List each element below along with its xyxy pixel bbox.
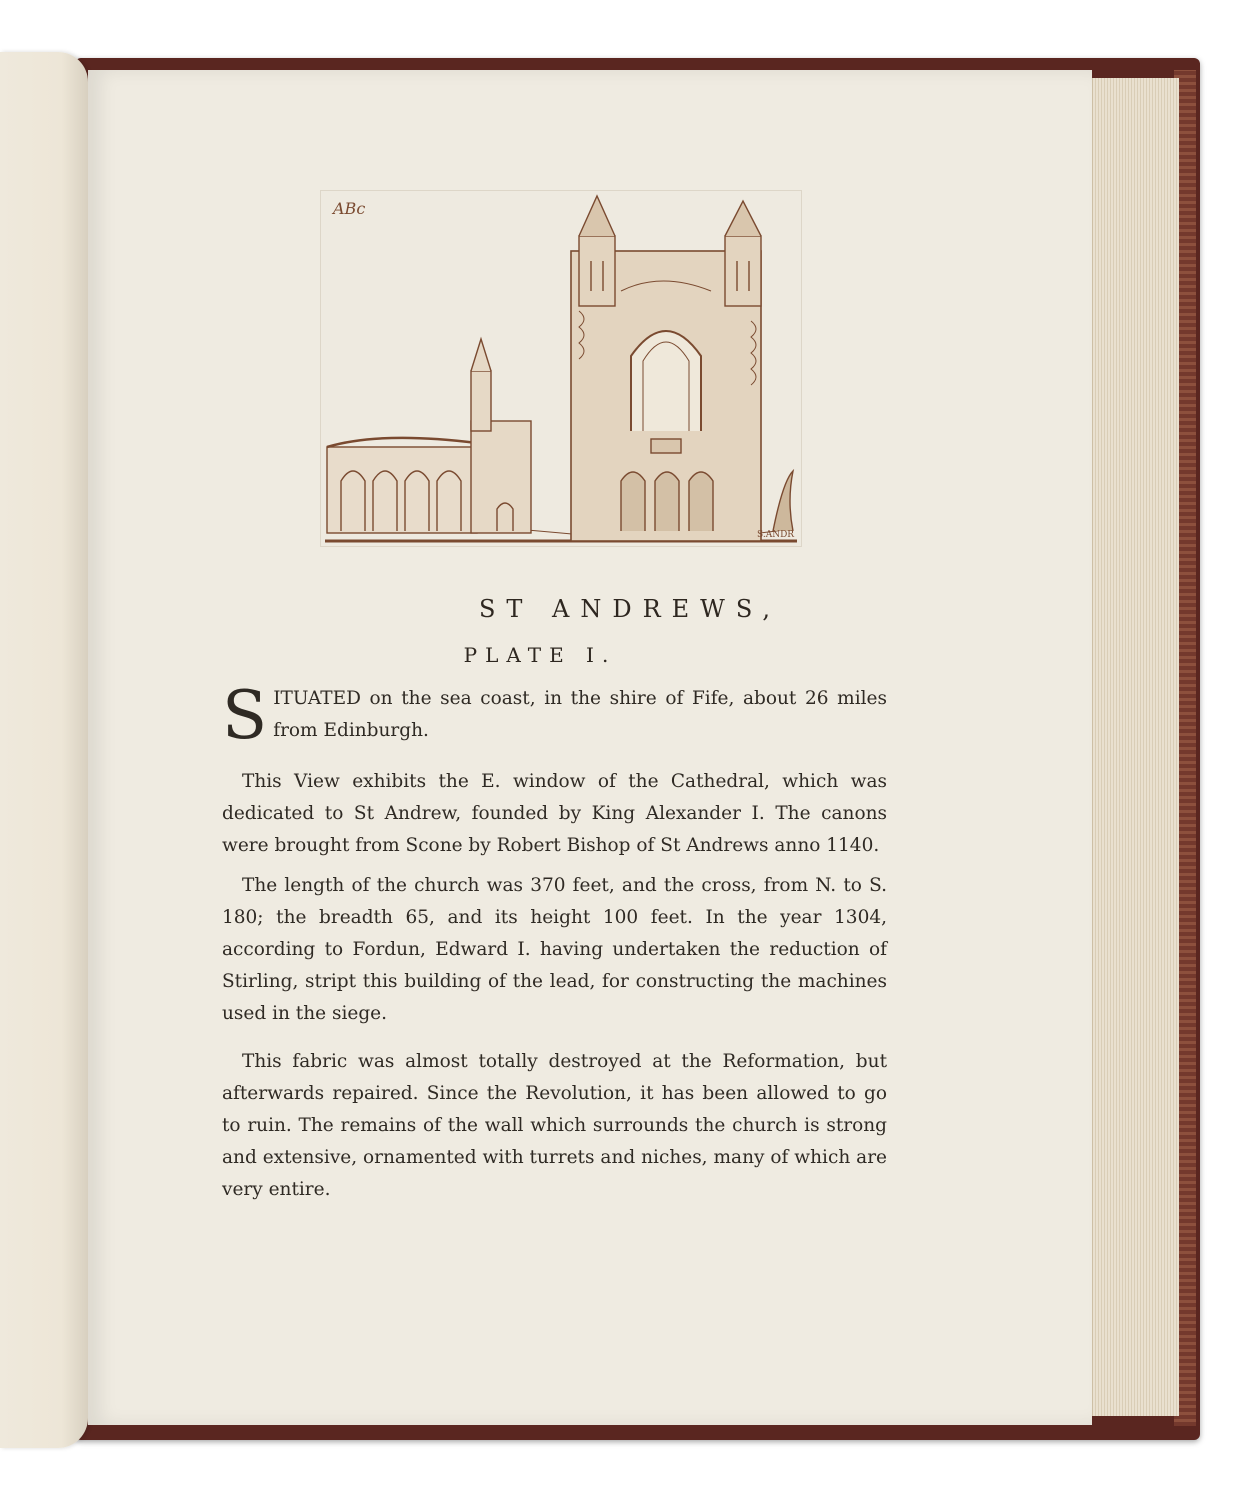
drop-cap: S [222, 677, 268, 754]
paragraph-3: The length of the church was 370 feet, and the cross, from N. to S. 180; the breadth 65, and its height 100 feet. In the year 1304, according to Fordun, Edward I. having undertaken the reduction of Stirling, stript this building of the lead, for constructing the machines used in the siege. [222, 875, 887, 1024]
plate-number: PLATE I. [463, 643, 617, 667]
left-page-curl [0, 52, 88, 1448]
engraving-plate [320, 190, 802, 547]
page-title: ST ANDREWS, [478, 595, 782, 623]
plate-initials: ABc [333, 199, 366, 218]
svg-text:S.ANDR: S.ANDR [757, 530, 795, 540]
paragraph-1 [222, 677, 887, 754]
paragraph-2: This View exhibits the E. window of the Cathedral, which was dedicated to St Andrew, founded by King Alexander I. The canons were brought from Scone by Robert Bishop of St Andrews anno 1140. [222, 771, 887, 856]
paragraph-4: This fabric was almost totally destroyed at the Reformation, but afterwards repaired. Since the Revolution, it has been allowed to go to ruin. The remains of the wall which surrounds the church is strong and extensive, ornamented with turrets and niches, many of which are very entire. [222, 1051, 887, 1200]
paragraph-1-text: ITUATED on the sea coast, in the shire of Fife, about 26 miles from Edinburgh. [273, 688, 887, 741]
page-edges [1092, 78, 1179, 1416]
cathedral-ruins-illustration [321, 191, 801, 546]
